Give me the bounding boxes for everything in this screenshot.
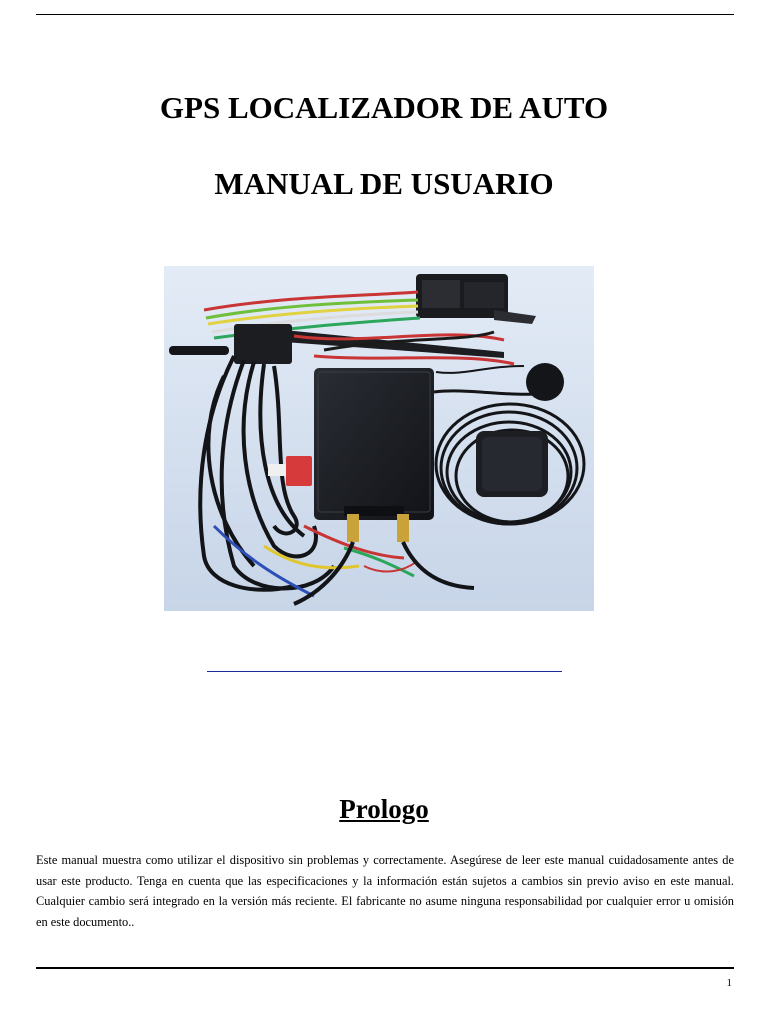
gps-tracker-kit-photo [164,266,594,611]
top-rule [36,14,734,15]
prologue-paragraph: Este manual muestra como utilizar el dispositivo sin problemas y correctamente. Asegúrese de leer este manual cuidadosamente antes de usar este producto. Tenga en cuenta que las especificaciones y la información están sujetos a cambios sin previo aviso en este manual. Cualquier cambio será integrado en la versión más reciente. El fabricante no asume ninguna responsabilidad por cualquier error u omisión en este documento.. [36,853,734,929]
gps-tracker-unit [314,368,434,520]
section-heading: Prologo [339,794,429,824]
link-underline [207,671,562,672]
document-subtitle: MANUAL DE USUARIO [214,166,554,201]
bottom-rule [36,967,734,969]
document-title: GPS LOCALIZADOR DE AUTO [159,90,609,125]
page-number: 1 [726,977,732,989]
